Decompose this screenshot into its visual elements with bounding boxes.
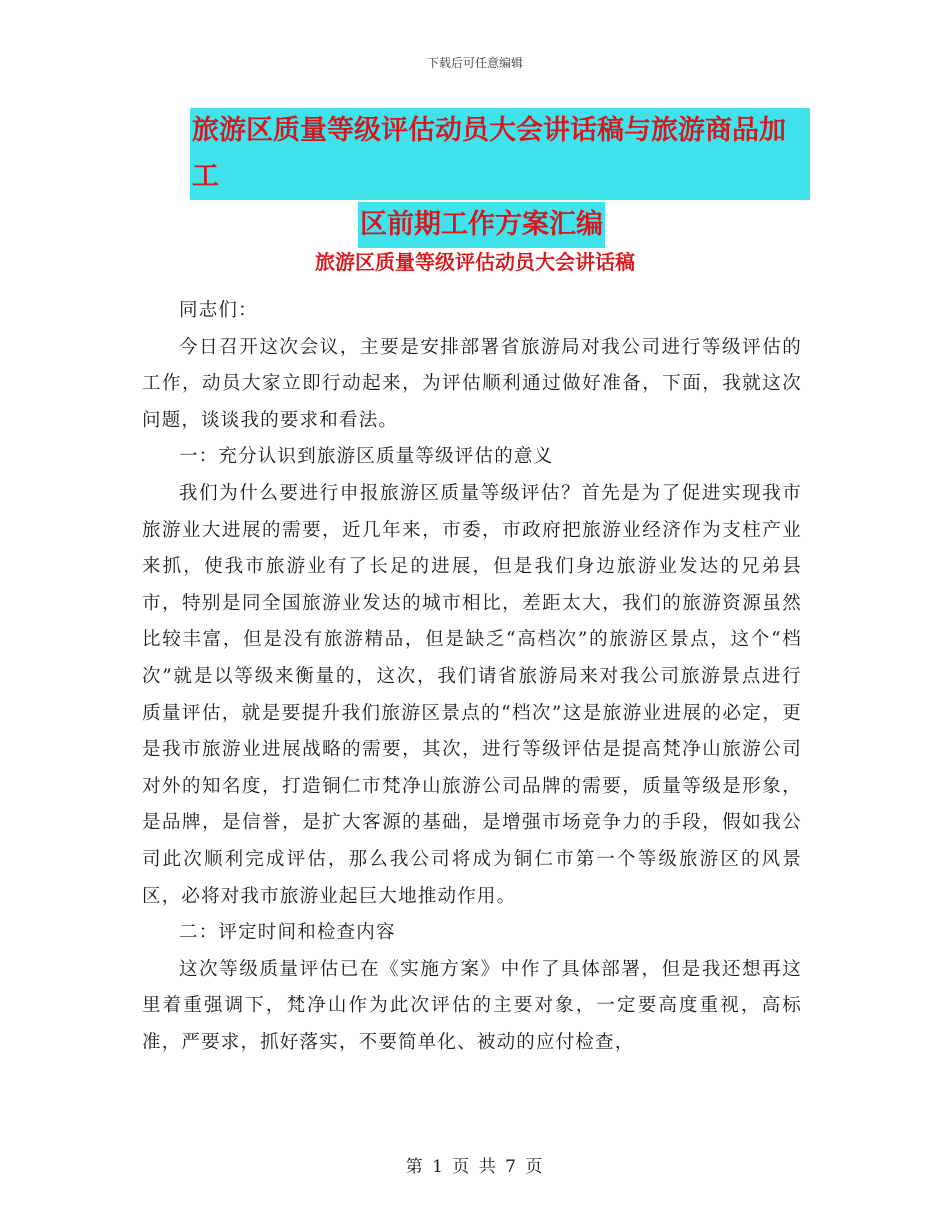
section-title: 旅游区质量等级评估动员大会讲话稿 xyxy=(315,250,635,274)
body-text xyxy=(142,293,802,1061)
title-line-1: 旅游区质量等级评估动员大会讲话稿与旅游商品加工 xyxy=(190,108,810,200)
page-number: 第 1 页 共 7 页 xyxy=(405,1157,545,1177)
header-note: 下载后可任意编辑 xyxy=(426,56,523,70)
title-line-2: 区前期工作方案汇编 xyxy=(358,202,605,248)
paragraph-heading-2: 二：评定时间和检查内容 xyxy=(179,922,396,944)
paragraph-heading-1: 一：充分认识到旅游区质量等级评估的意义 xyxy=(179,446,554,468)
paragraph-salutation: 同志们： xyxy=(179,300,258,321)
paragraph-significance: 我们为什么要进行申报旅游区质量等级评估？首先是为了促进实现我市旅游业大进展的需要，近几年来，市委，市政府把旅游业经济作为支柱产业来抓，使我市旅游业有了长足的进展，但是我们身边旅游业发达的兄弟县市，特别是同全国旅游业发达的城市相比，差距太大，我们的旅游资源虽然比较丰富，但是没有旅游精品，但是缺乏“高档次”的旅游区景点，这个“档次”就是以等级来衡量的，这次，我们请省旅游局来对我公司旅游景点进行质量评估，就是要提升我们旅游区景点的“档次”这是旅游业进展的必定，更是我市旅游业进展战略的需要，其次，进行等级评估是提高梵净山旅游公司对外的知名度，打造铜仁市梵净山旅游公司品牌的需要，质量等级是形象，是品牌，是信誉，是扩大客源的基础，是增强市场竞争力的手段，假如我公司此次顺利完成评估，那么我公司将成为铜仁市第一个等级旅游区的风景区，必将对我市旅游业起巨大地推动作用。 xyxy=(142,482,802,907)
paragraph-intro: 今日召开这次会议，主要是安排部署省旅游局对我公司进行等级评估的工作，动员大家立即行动起来，为评估顺利通过做好准备，下面，我就这次问题，谈谈我的要求和看法。 xyxy=(142,336,802,431)
paragraph-arrangement: 这次等级质量评估已在《实施方案》中作了具体部署，但是我还想再这里着重强调下，梵净山作为此次评估的主要对象，一定要高度重视，高标准，严要求，抓好落实，不要简单化、被动的应付检查， xyxy=(142,958,802,1053)
document-title xyxy=(190,108,810,248)
